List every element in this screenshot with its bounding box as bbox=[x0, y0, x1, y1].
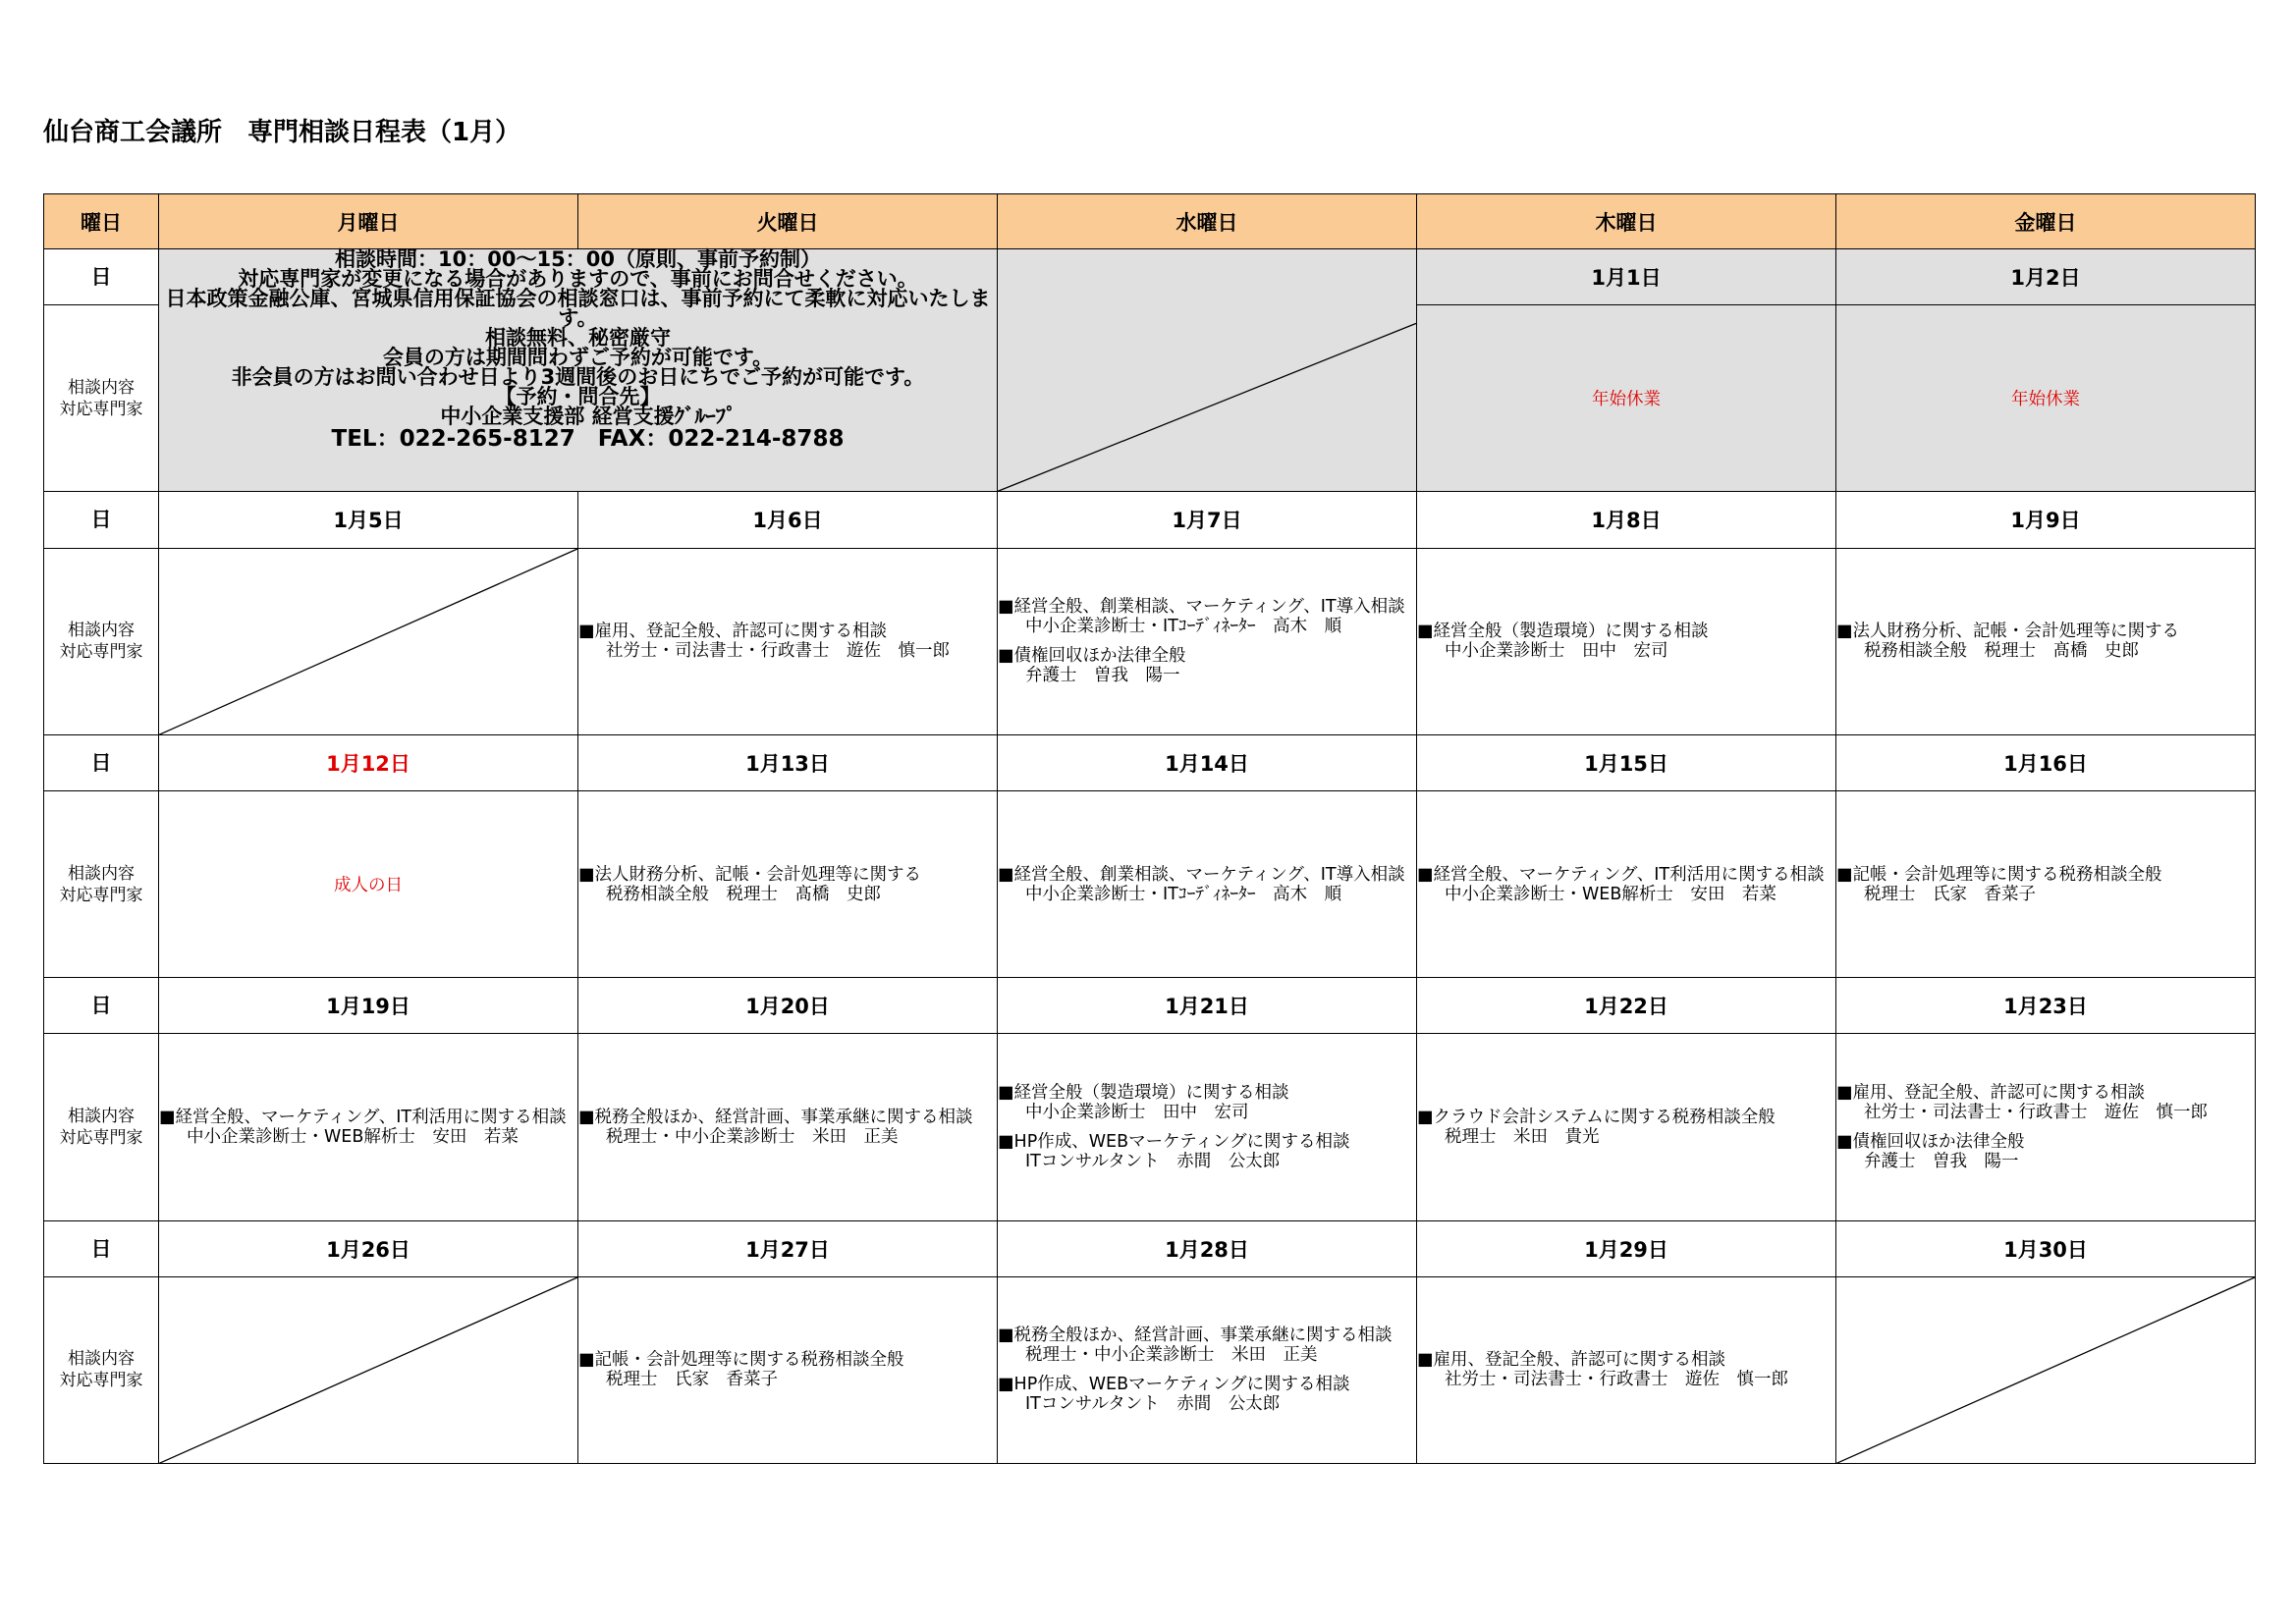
consult-expert: 税務相談全般 税理士 髙橋 史郎 bbox=[1864, 641, 2139, 662]
date-cell: 1月14日 bbox=[998, 734, 1417, 790]
consult-cell bbox=[1836, 548, 2256, 734]
consult-entry bbox=[578, 865, 997, 904]
consult-expert: 税務相談全般 税理士 髙橋 史郎 bbox=[606, 884, 881, 904]
row-label-content: 相談内容 対応専門家 bbox=[44, 1034, 159, 1220]
consult-topic: ■雇用、登記全般、許認可に関する相談 bbox=[578, 622, 888, 642]
consult-expert: ITコンサルタント 赤間 公太郎 bbox=[1025, 1151, 1281, 1171]
consult-entry bbox=[1836, 865, 2255, 904]
consult-cell bbox=[998, 548, 1417, 734]
consult-topic: ■債権回収ほか法律全般 bbox=[1836, 1131, 2025, 1152]
notice-line: 【予約・問合先】 bbox=[495, 385, 661, 409]
notice-box bbox=[159, 249, 998, 492]
consult-expert: 税理士 氏家 香菜子 bbox=[1864, 884, 2036, 904]
consult-entry bbox=[1417, 865, 1835, 904]
consult-entry bbox=[1836, 1132, 2255, 1171]
page-title: 仙台商工会議所 専門相談日程表（1月） bbox=[43, 118, 521, 147]
consult-entry bbox=[578, 1350, 997, 1389]
consult-cell bbox=[1417, 1034, 1836, 1220]
notice-line: 中小企業支援部 経営支援ｸﾞﾙｰﾌﾟ bbox=[419, 405, 737, 429]
consult-expert: 社労士・司法書士・行政書士 遊佐 慎一郎 bbox=[1864, 1102, 2208, 1122]
diagonal-slash-icon bbox=[1836, 1277, 2255, 1463]
contact-tel-fax: TEL：022-265-8127 FAX：022-214-8788 bbox=[331, 426, 845, 453]
consult-topic: ■法人財務分析、記帳・会計処理等に関する bbox=[1836, 622, 2180, 642]
notice-line: 会員の方は期間問わずご予約が可能です。 bbox=[382, 346, 774, 370]
date-cell: 1月16日 bbox=[1836, 734, 2256, 790]
consult-topic: ■経営全般、創業相談、マーケティング、IT導入相談 bbox=[998, 597, 1405, 618]
consult-expert: 社労士・司法書士・行政書士 遊佐 慎一郎 bbox=[606, 641, 950, 662]
consult-topic: ■経営全般、マーケティング、IT利活用に関する相談 bbox=[1417, 864, 1825, 885]
diagonal-slash-icon bbox=[159, 549, 577, 734]
row-label-content: 相談内容 対応専門家 bbox=[44, 305, 159, 492]
date-cell: 1月6日 bbox=[578, 492, 998, 548]
consult-topic: ■記帳・会計処理等に関する税務相談全般 bbox=[578, 1350, 904, 1371]
consult-entry bbox=[578, 622, 997, 661]
consult-topic: ■経営全般（製造環境）に関する相談 bbox=[998, 1082, 1289, 1103]
holiday-note: 年始休業 bbox=[1836, 305, 2256, 492]
consult-entry bbox=[998, 1326, 1416, 1365]
consult-expert: 中小企業診断士・ITｺｰﾃﾞｨﾈｰﾀｰ 高木 順 bbox=[1025, 617, 1342, 637]
date-cell-holiday: 1月12日 bbox=[159, 734, 578, 790]
date-cell: 1月21日 bbox=[998, 978, 1417, 1034]
consult-topic: ■HP作成、WEBマーケティングに関する相談 bbox=[998, 1375, 1350, 1395]
consult-expert: 税理士・中小企業診断士 米田 正美 bbox=[1025, 1345, 1318, 1366]
date-cell: 1月27日 bbox=[578, 1220, 998, 1276]
consult-expert: 中小企業診断士・WEB解析士 安田 若菜 bbox=[187, 1126, 519, 1147]
date-cell: 1月13日 bbox=[578, 734, 998, 790]
consult-expert: 中小企業診断士 田中 宏司 bbox=[1025, 1102, 1249, 1122]
consult-cell bbox=[159, 1034, 578, 1220]
header-thursday: 木曜日 bbox=[1417, 194, 1836, 249]
consult-cell bbox=[1836, 1034, 2256, 1220]
notice-line: 非会員の方はお問い合わせ日より3週間後のお日にちでご予約が可能です。 bbox=[231, 365, 925, 390]
header-weekday: 曜日 bbox=[44, 194, 159, 249]
consult-topic: ■経営全般、創業相談、マーケティング、IT導入相談 bbox=[998, 864, 1405, 885]
consult-entry bbox=[998, 865, 1416, 904]
notice-line: 日本政策金融公庫、宮城県信用保証協会の相談窓口は、事前予約にて柔軟に対応いたします。 bbox=[165, 287, 991, 331]
header-friday: 金曜日 bbox=[1836, 194, 2256, 249]
consult-entry bbox=[578, 1108, 997, 1147]
row-label-content: 相談内容 対応専門家 bbox=[44, 1276, 159, 1463]
consult-entry bbox=[998, 1083, 1416, 1122]
date-cell: 1月28日 bbox=[998, 1220, 1417, 1276]
date-cell: 1月22日 bbox=[1417, 978, 1836, 1034]
holiday-note: 年始休業 bbox=[1417, 305, 1836, 492]
header-monday: 月曜日 bbox=[159, 194, 578, 249]
row-label-content: 相談内容 対応専門家 bbox=[44, 790, 159, 977]
row-label-date: 日 bbox=[44, 249, 159, 305]
consult-entry bbox=[998, 597, 1416, 636]
consult-expert: 税理士 氏家 香菜子 bbox=[606, 1370, 778, 1390]
consult-cell bbox=[998, 790, 1417, 977]
empty-cell-slash bbox=[998, 249, 1417, 492]
date-cell: 1月30日 bbox=[1836, 1220, 2256, 1276]
empty-cell-slash bbox=[159, 548, 578, 734]
consult-topic: ■経営全般（製造環境）に関する相談 bbox=[1417, 622, 1709, 642]
row-label-content: 相談内容 対応専門家 bbox=[44, 548, 159, 734]
consult-entry bbox=[998, 1375, 1416, 1414]
date-cell: 1月5日 bbox=[159, 492, 578, 548]
consult-expert: 弁護士 曽我 陽一 bbox=[1025, 666, 1180, 686]
date-cell: 1月2日 bbox=[1836, 249, 2256, 305]
consult-entry bbox=[1836, 622, 2255, 661]
consult-entry bbox=[1417, 622, 1835, 661]
header-tuesday: 火曜日 bbox=[578, 194, 998, 249]
row-label-date: 日 bbox=[44, 734, 159, 790]
consult-topic: ■税務全般ほか、経営計画、事業承継に関する相談 bbox=[578, 1107, 973, 1127]
consult-cell bbox=[578, 790, 998, 977]
consult-entry bbox=[1836, 1083, 2255, 1122]
consult-cell bbox=[998, 1276, 1417, 1463]
date-cell: 1月19日 bbox=[159, 978, 578, 1034]
consult-topic: ■クラウド会計システムに関する税務相談全般 bbox=[1417, 1107, 1776, 1127]
consult-topic: ■税務全般ほか、経営計画、事業承継に関する相談 bbox=[998, 1326, 1393, 1346]
consult-topic: ■HP作成、WEBマーケティングに関する相談 bbox=[998, 1131, 1350, 1152]
consult-topic: ■記帳・会計処理等に関する税務相談全般 bbox=[1836, 864, 2162, 885]
date-cell: 1月29日 bbox=[1417, 1220, 1836, 1276]
row-label-date: 日 bbox=[44, 978, 159, 1034]
date-cell: 1月1日 bbox=[1417, 249, 1836, 305]
schedule-table bbox=[43, 193, 2256, 1464]
holiday-note: 成人の日 bbox=[159, 790, 578, 977]
empty-cell-slash bbox=[1836, 1276, 2256, 1463]
consult-cell bbox=[1417, 548, 1836, 734]
consult-cell bbox=[578, 1276, 998, 1463]
date-cell: 1月26日 bbox=[159, 1220, 578, 1276]
consult-expert: 中小企業診断士・WEB解析士 安田 若菜 bbox=[1445, 884, 1777, 904]
date-cell: 1月8日 bbox=[1417, 492, 1836, 548]
consult-expert: 税理士・中小企業診断士 米田 正美 bbox=[606, 1126, 899, 1147]
consult-cell bbox=[1417, 790, 1836, 977]
row-label-date: 日 bbox=[44, 492, 159, 548]
consult-expert: 中小企業診断士 田中 宏司 bbox=[1445, 641, 1668, 662]
consult-entry bbox=[1417, 1108, 1835, 1147]
consult-cell bbox=[578, 548, 998, 734]
consult-topic: ■債権回収ほか法律全般 bbox=[998, 646, 1186, 667]
consult-topic: ■法人財務分析、記帳・会計処理等に関する bbox=[578, 864, 922, 885]
consult-expert: 弁護士 曽我 陽一 bbox=[1864, 1151, 2019, 1171]
consult-topic: ■経営全般、マーケティング、IT利活用に関する相談 bbox=[159, 1107, 567, 1127]
consult-entry bbox=[159, 1108, 577, 1147]
diagonal-slash-icon bbox=[998, 249, 1416, 491]
consult-expert: 税理士 米田 貴光 bbox=[1445, 1126, 1600, 1147]
date-cell: 1月7日 bbox=[998, 492, 1417, 548]
consult-topic: ■雇用、登記全般、許認可に関する相談 bbox=[1417, 1350, 1726, 1371]
consult-entry bbox=[998, 646, 1416, 685]
row-label-date: 日 bbox=[44, 1220, 159, 1276]
consult-cell bbox=[578, 1034, 998, 1220]
date-cell: 1月15日 bbox=[1417, 734, 1836, 790]
empty-cell-slash bbox=[159, 1276, 578, 1463]
consult-entry bbox=[1417, 1350, 1835, 1389]
diagonal-slash-icon bbox=[159, 1277, 577, 1463]
notice-line: 相談時間：10：00～15：00（原則、事前予約制） bbox=[335, 247, 821, 272]
consult-topic: ■雇用、登記全般、許認可に関する相談 bbox=[1836, 1082, 2146, 1103]
consult-cell bbox=[1836, 790, 2256, 977]
consult-expert: 中小企業診断士・ITｺｰﾃﾞｨﾈｰﾀｰ 高木 順 bbox=[1025, 884, 1342, 904]
header-wednesday: 水曜日 bbox=[998, 194, 1417, 249]
date-cell: 1月9日 bbox=[1836, 492, 2256, 548]
date-cell: 1月20日 bbox=[578, 978, 998, 1034]
consult-cell bbox=[998, 1034, 1417, 1220]
consult-entry bbox=[998, 1132, 1416, 1171]
consult-cell bbox=[1417, 1276, 1836, 1463]
notice-line: 相談無料、秘密厳守 bbox=[485, 326, 671, 351]
date-cell: 1月23日 bbox=[1836, 978, 2256, 1034]
notice-line: 対応専門家が変更になる場合がありますので、事前にお問合せください。 bbox=[238, 267, 918, 292]
consult-expert: ITコンサルタント 赤間 公太郎 bbox=[1025, 1394, 1281, 1415]
consult-expert: 社労士・司法書士・行政書士 遊佐 慎一郎 bbox=[1445, 1370, 1788, 1390]
